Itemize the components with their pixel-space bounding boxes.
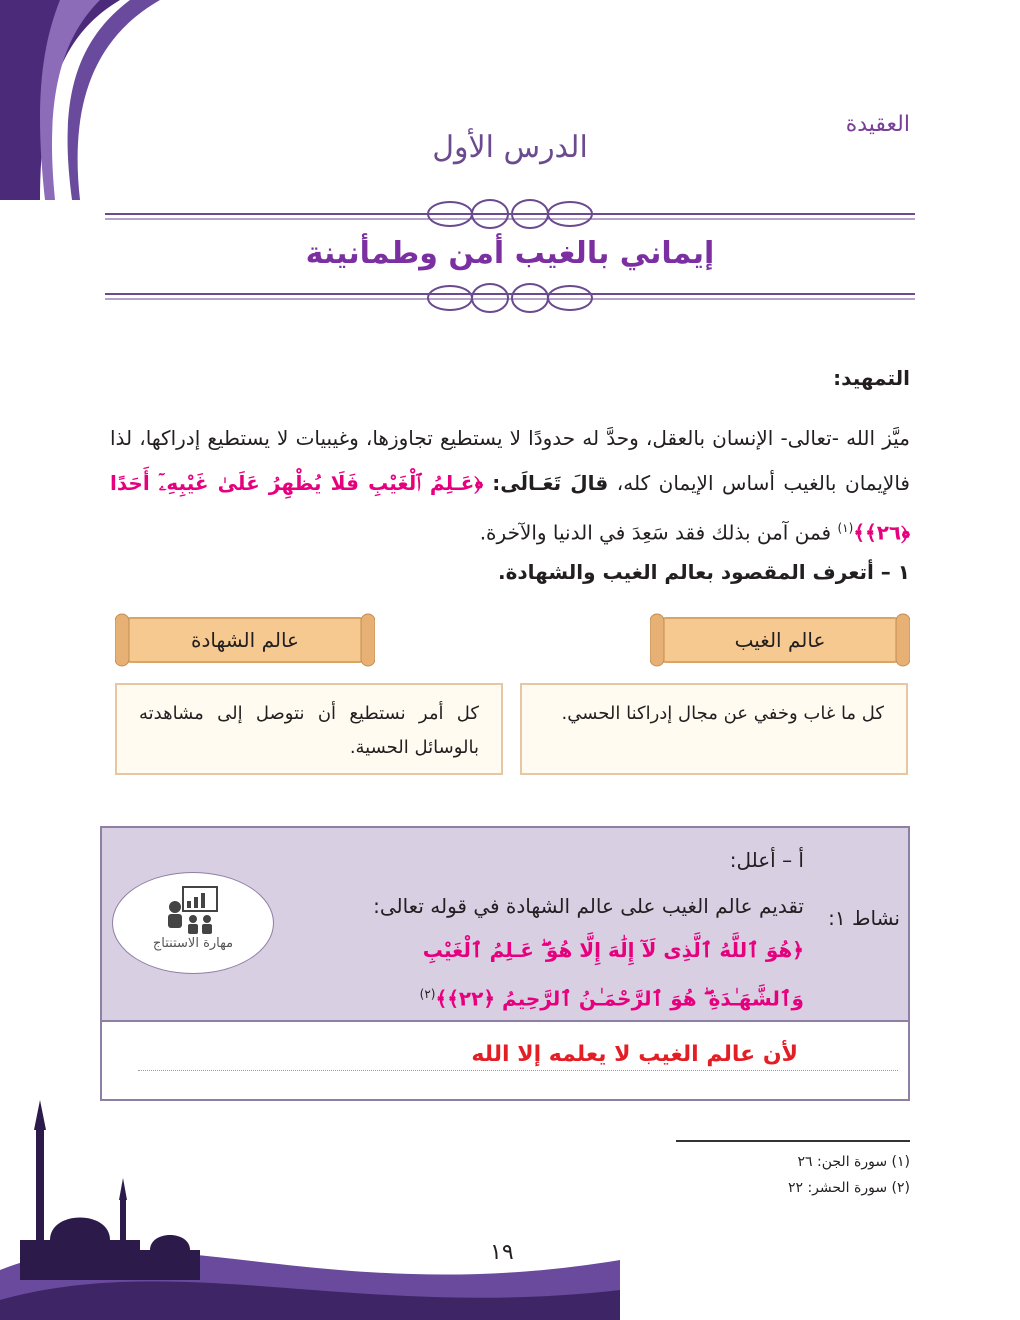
intro-text-1: ميَّز الله -تعالى- الإنسان بالعقل، وحدَّ له حدودًا لا يستطيع تجاوزها، وغيبيات لا يستطيع إدراكها، لذا فالإيمان بالغيب أساس الإيمان كله، xyxy=(110,426,910,495)
lesson-title: إيماني بالغيب أمن وطمأنينة xyxy=(305,236,715,271)
activity-question xyxy=(334,884,804,1021)
unseen-world-title: عالم الغيب xyxy=(734,628,826,652)
intro-verse: ﴿عَـلِمُ ٱلْغَيْبِ فَلَا يُظْهِرُ عَلَىٰ غَيْبِهِۦٓ أَحَدًا ﴿٢٦﴾﴾ xyxy=(110,471,910,545)
seen-world-definition-box xyxy=(115,683,503,775)
learning-point-1: ١ – أتعرف المقصود بعالم الغيب والشهادة. xyxy=(497,560,910,584)
intro-paragraph xyxy=(110,416,910,556)
activity-question-text: تقديم عالم الغيب على عالم الشهادة في قوله تعالى: xyxy=(373,894,804,918)
intro-says: قالَ تَعَـالَى: xyxy=(483,471,609,495)
presentation-chart-icon xyxy=(165,885,221,935)
skill-label: مهارة الاستنتاج xyxy=(152,936,234,951)
footnote-ref-2: (٢) xyxy=(419,987,436,1001)
lesson-number: الدرس الأول xyxy=(432,130,588,165)
activity-sub-heading: أ – أعلل: xyxy=(729,848,804,872)
seen-world-definition: كل أمر نستطيع أن نتوصل إلى مشاهدته بالوسائل الحسية. xyxy=(139,703,479,758)
unseen-world-scroll xyxy=(650,612,910,668)
activity-box xyxy=(100,826,910,1101)
intro-text-2: فمن آمن بذلك فقد سَعِدَ في الدنيا والآخرة. xyxy=(479,520,838,545)
ornament-divider-bottom xyxy=(105,280,915,316)
page-number: ١٩ xyxy=(490,1240,514,1265)
footnote-2: (٢) سورة الحشر: ٢٢ xyxy=(787,1180,910,1196)
footnote-1: (١) سورة الجن: ٢٦ xyxy=(797,1154,910,1170)
corner-swoosh-decoration xyxy=(0,0,200,200)
seen-world-scroll xyxy=(115,612,375,668)
subject-label: العقيدة xyxy=(845,112,910,137)
activity-label: نشاط ١: xyxy=(828,906,900,930)
seen-world-title: عالم الشهادة xyxy=(191,628,299,652)
ornament-divider-top xyxy=(105,196,915,232)
answer-line xyxy=(138,1070,898,1071)
footnote-divider xyxy=(676,1140,910,1142)
unseen-world-definition-box xyxy=(520,683,908,775)
footnote-ref-1: (١) xyxy=(837,521,854,535)
answer-text[interactable]: لأن عالم الغيب لا يعلمه إلا الله xyxy=(471,1042,798,1067)
unseen-world-definition: كل ما غاب وخفي عن مجال إدراكنا الحسي. xyxy=(561,703,884,724)
skill-badge xyxy=(112,872,274,974)
intro-heading: التمهيد: xyxy=(833,366,910,390)
activity-verse: ﴿هُوَ ٱللَّهُ ٱلَّذِى لَآ إِلَٰهَ إِلَّا هُوَ ۖ عَـلِمُ ٱلْغَيْبِ وَٱلشَّهَـٰدَةِ ۖ هُوَ ٱلرَّحْمَـٰنُ ٱلرَّحِيمُ ﴿٢٢﴾﴾ xyxy=(422,938,804,1011)
